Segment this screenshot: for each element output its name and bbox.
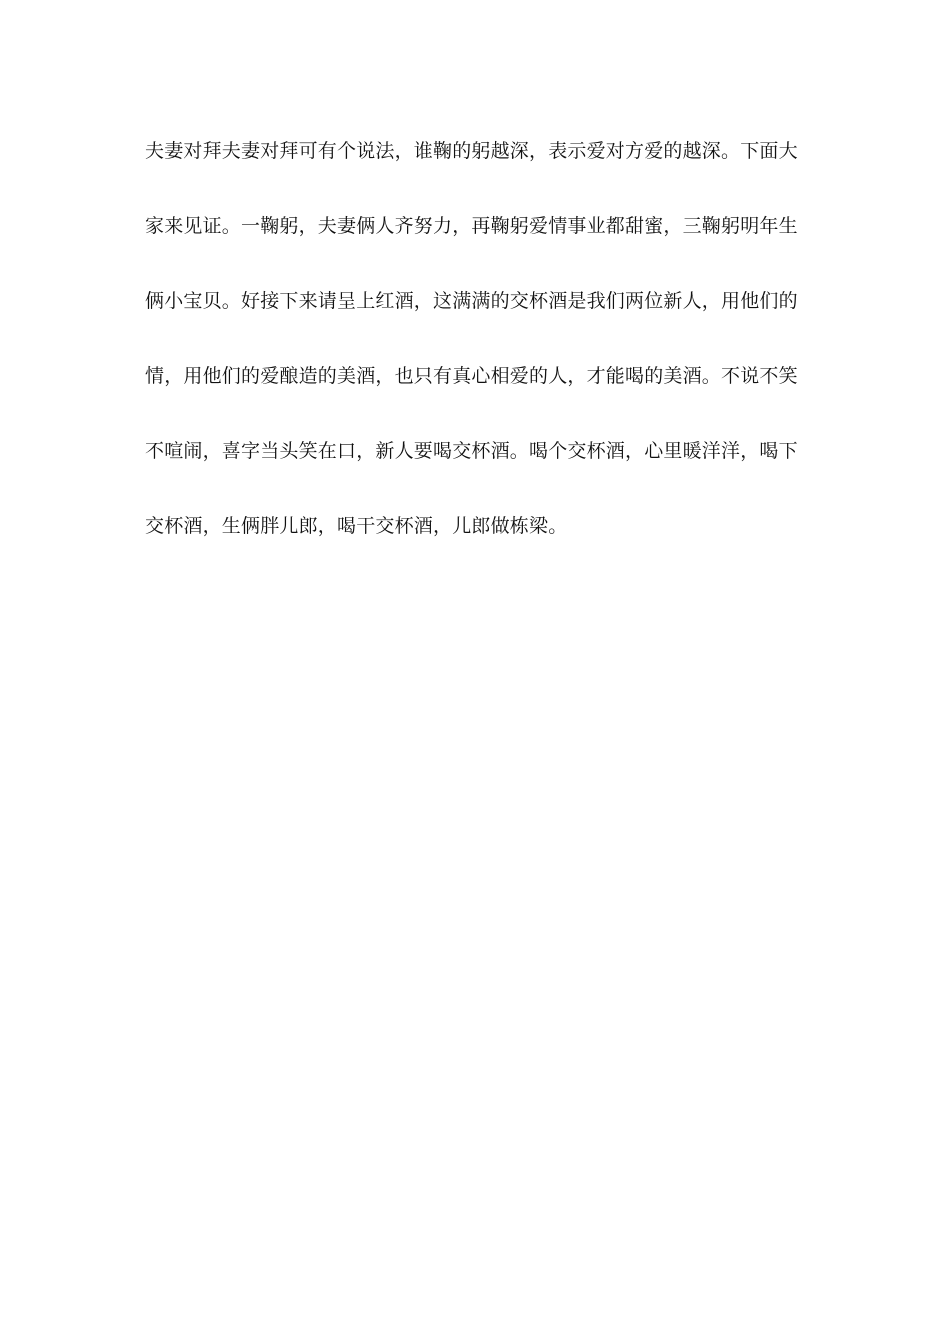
paragraph-line-4: 情，用他们的爱酿造的美酒，也只有真心相爱的人，才能喝的美酒。不说不笑 [145,365,798,387]
paragraph-line-6: 交杯酒，生俩胖儿郎，喝干交杯酒，儿郎做栋梁。 [145,515,568,537]
paragraph-line-5: 不喧闹，喜字当头笑在口，新人要喝交杯酒。喝个交杯酒，心里暖洋洋，喝下 [145,440,798,462]
paragraph-line-3: 俩小宝贝。好接下来请呈上红酒，这满满的交杯酒是我们两位新人，用他们的 [145,290,798,312]
paragraph-line-1: 夫妻对拜夫妻对拜可有个说法，谁鞠的躬越深，表示爱对方爱的越深。下面大 [145,140,798,162]
body-paragraph [145,132,805,582]
paragraph-line-2: 家来见证。一鞠躬，夫妻俩人齐努力，再鞠躬爱情事业都甜蜜，三鞠躬明年生 [145,215,798,237]
